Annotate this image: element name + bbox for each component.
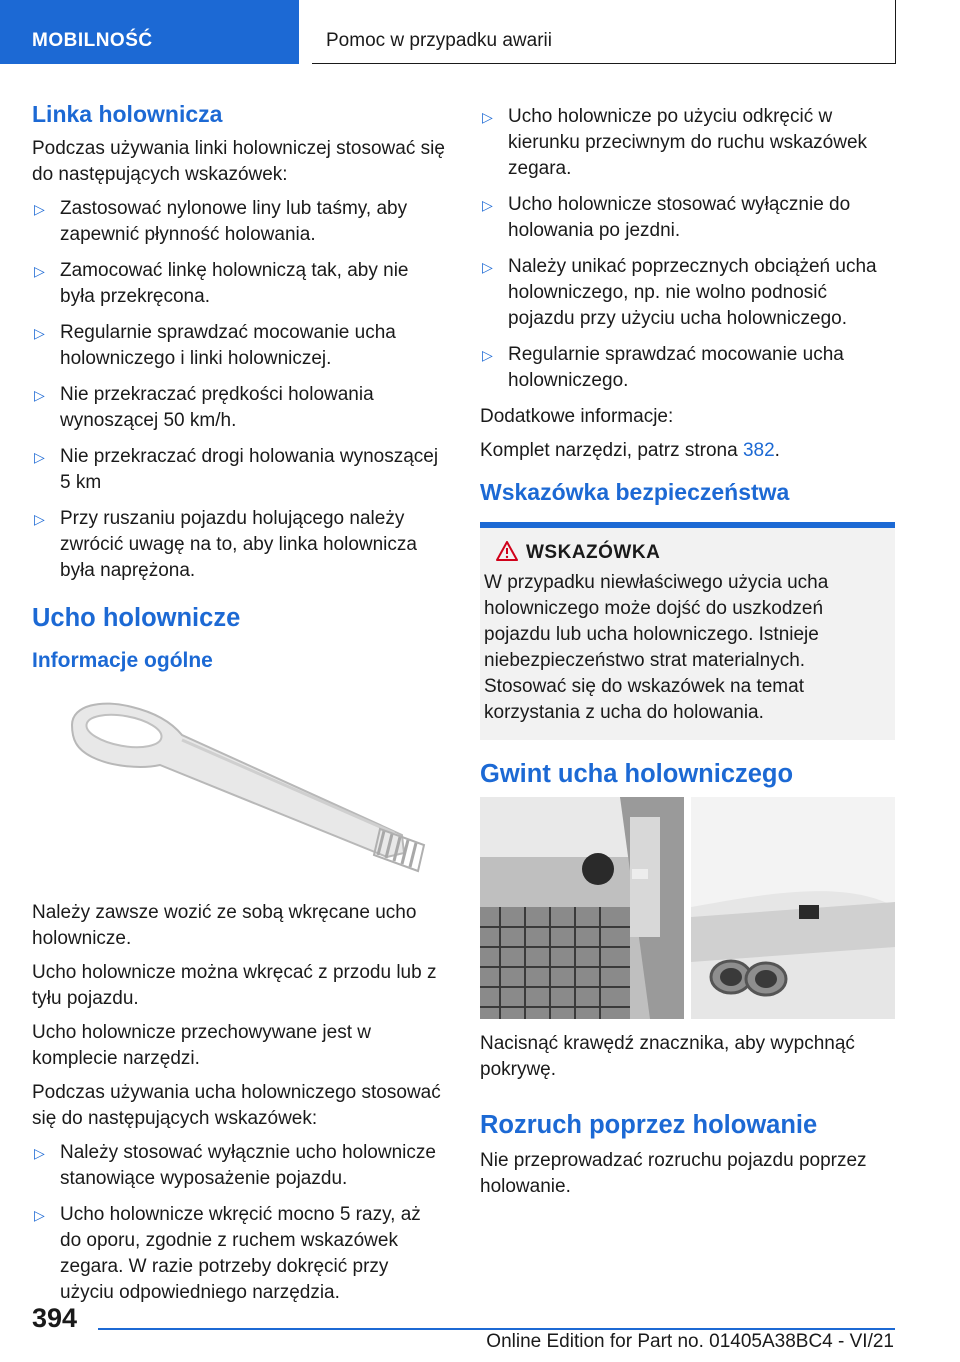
linka-intro: Podczas używania linki holowniczej stosować się do następujących wskazówek: <box>32 137 445 185</box>
left-column <box>32 100 447 1316</box>
list-item: ▷ Ucho holownicze po użyciu odkręcić w kierunku przeciwnym do ruchu wskazówek zegara. <box>482 106 868 179</box>
footer-edition: Online Edition for Part no. 01405A38BC4 - VI/21 <box>486 1331 894 1352</box>
bullet-triangle-icon: ▷ <box>34 262 45 279</box>
paragraph-1: Należy zawsze wozić ze sobą wkręcane ucho holownicze. <box>32 902 417 950</box>
rear-bumper-photo <box>691 797 895 1019</box>
ucho-list-continued <box>480 104 895 394</box>
list-item: ▷ Ucho holownicze wkręcić mocno 5 razy, aż do oporu, zgodnie z ruchem wskazówek zegara. W razie potrzeby dokręcić przy użyciu odpowiedniego narzędzia. <box>34 1204 421 1304</box>
tool-kit-reference: Komplet narzędzi, patrz strona 382. <box>480 440 780 461</box>
list-item: ▷ Zastosować nylonowe liny lub taśmy, aby zapewnić płynność holowania. <box>34 197 408 245</box>
header-section-tab <box>0 0 299 64</box>
bullet-triangle-icon: ▷ <box>34 324 45 341</box>
front-bumper-photo <box>480 797 684 1019</box>
bullet-triangle-icon: ▷ <box>34 1145 45 1162</box>
tow-hook-illustration <box>32 685 447 885</box>
warning-box <box>480 528 895 740</box>
heading-linka: Linka holownicza <box>32 101 223 127</box>
list-item: ▷ Należy unikać poprzecznych obciążeń ucha holowniczego, np. nie wolno podnosić pojazdu przy użyciu ucha holowniczego. <box>482 256 877 329</box>
warning-triangle-icon <box>496 541 518 561</box>
page-number: 394 <box>32 1303 78 1333</box>
paragraph-3: Ucho holownicze przechowywane jest w komplecie narzędzi. <box>32 1022 371 1070</box>
thread-instruction: Nacisnąć krawędź znacznika, aby wypchnąć pokrywę. <box>480 1033 855 1081</box>
list-item: ▷ Nie przekraczać drogi holowania wynoszącej 5 km <box>34 445 439 493</box>
ucho-list <box>32 1140 447 1306</box>
bullet-triangle-icon: ▷ <box>482 259 493 275</box>
list-item: ▷ Przy ruszaniu pojazdu holującego należy zwrócić uwagę na to, aby linka holownicza była naprężona. <box>34 507 417 581</box>
list-item: ▷ Zamocować linkę holowniczą tak, aby nie była przekręcona. <box>34 259 409 307</box>
bullet-triangle-icon: ▷ <box>482 347 493 363</box>
header-section-title: MOBILNOŚĆ <box>32 30 153 51</box>
header-chapter-title: Pomoc w przypadku awarii <box>326 30 552 51</box>
heading-ucho: Ucho holownicze <box>32 603 241 632</box>
bullet-triangle-icon: ▷ <box>482 197 493 213</box>
paragraph-4: Podczas używania ucha holowniczego stosować się do następujących wskazówek: <box>32 1082 441 1130</box>
bullet-triangle-icon: ▷ <box>482 109 493 125</box>
bullet-triangle-icon: ▷ <box>34 448 45 465</box>
thread-photos <box>480 797 895 1019</box>
paragraph-2: Ucho holownicze można wkręcać z przodu lub z tyłu pojazdu. <box>32 962 437 1010</box>
warning-text: W przypadku niewłaściwego użycia ucha holowniczego może dojść do uszkodzeń pojazdu lub ucha holowniczego. Istnieje niebezpieczeństwo strat materialnych. Stosować się do wskazówek na temat korzystania z ucha do holowania. <box>484 571 829 723</box>
list-item: ▷ Ucho holownicze stosować wyłącznie do holowania po jezdni. <box>482 194 851 241</box>
bullet-triangle-icon: ▷ <box>34 1207 45 1224</box>
bullet-triangle-icon: ▷ <box>34 200 45 217</box>
warning-title: WSKAZÓWKA <box>526 542 889 564</box>
list-item: ▷ Regularnie sprawdzać mocowanie ucha holowniczego i linki holowniczej. <box>34 321 396 369</box>
heading-gwint: Gwint ucha holowniczego <box>480 759 794 788</box>
heading-rozruch: Rozruch poprzez holowanie <box>480 1111 818 1140</box>
header-chapter-box <box>312 0 896 64</box>
bullet-triangle-icon: ▷ <box>34 510 45 527</box>
bullet-triangle-icon: ▷ <box>34 386 45 403</box>
list-item: ▷ Należy stosować wyłącznie ucho holownicze stanowiące wyposażenie pojazdu. <box>34 1142 436 1190</box>
footer-divider <box>98 1328 895 1330</box>
heading-informacje: Informacje ogólne <box>32 649 213 673</box>
rozruch-text: Nie przeprowadzać rozruchu pojazdu poprzez holowanie. <box>480 1150 867 1198</box>
right-column <box>480 104 895 1208</box>
list-item: ▷ Regularnie sprawdzać mocowanie ucha holowniczego. <box>482 344 844 391</box>
page-reference-link[interactable]: 382 <box>742 440 775 461</box>
heading-safety: Wskazówka bezpieczeństwa <box>480 479 790 505</box>
linka-list <box>32 196 447 584</box>
additional-info-label: Dodatkowe informacje: <box>480 406 674 427</box>
list-item: ▷ Nie przekraczać prędkości holowania wynoszącej 50 km/h. <box>34 383 374 431</box>
